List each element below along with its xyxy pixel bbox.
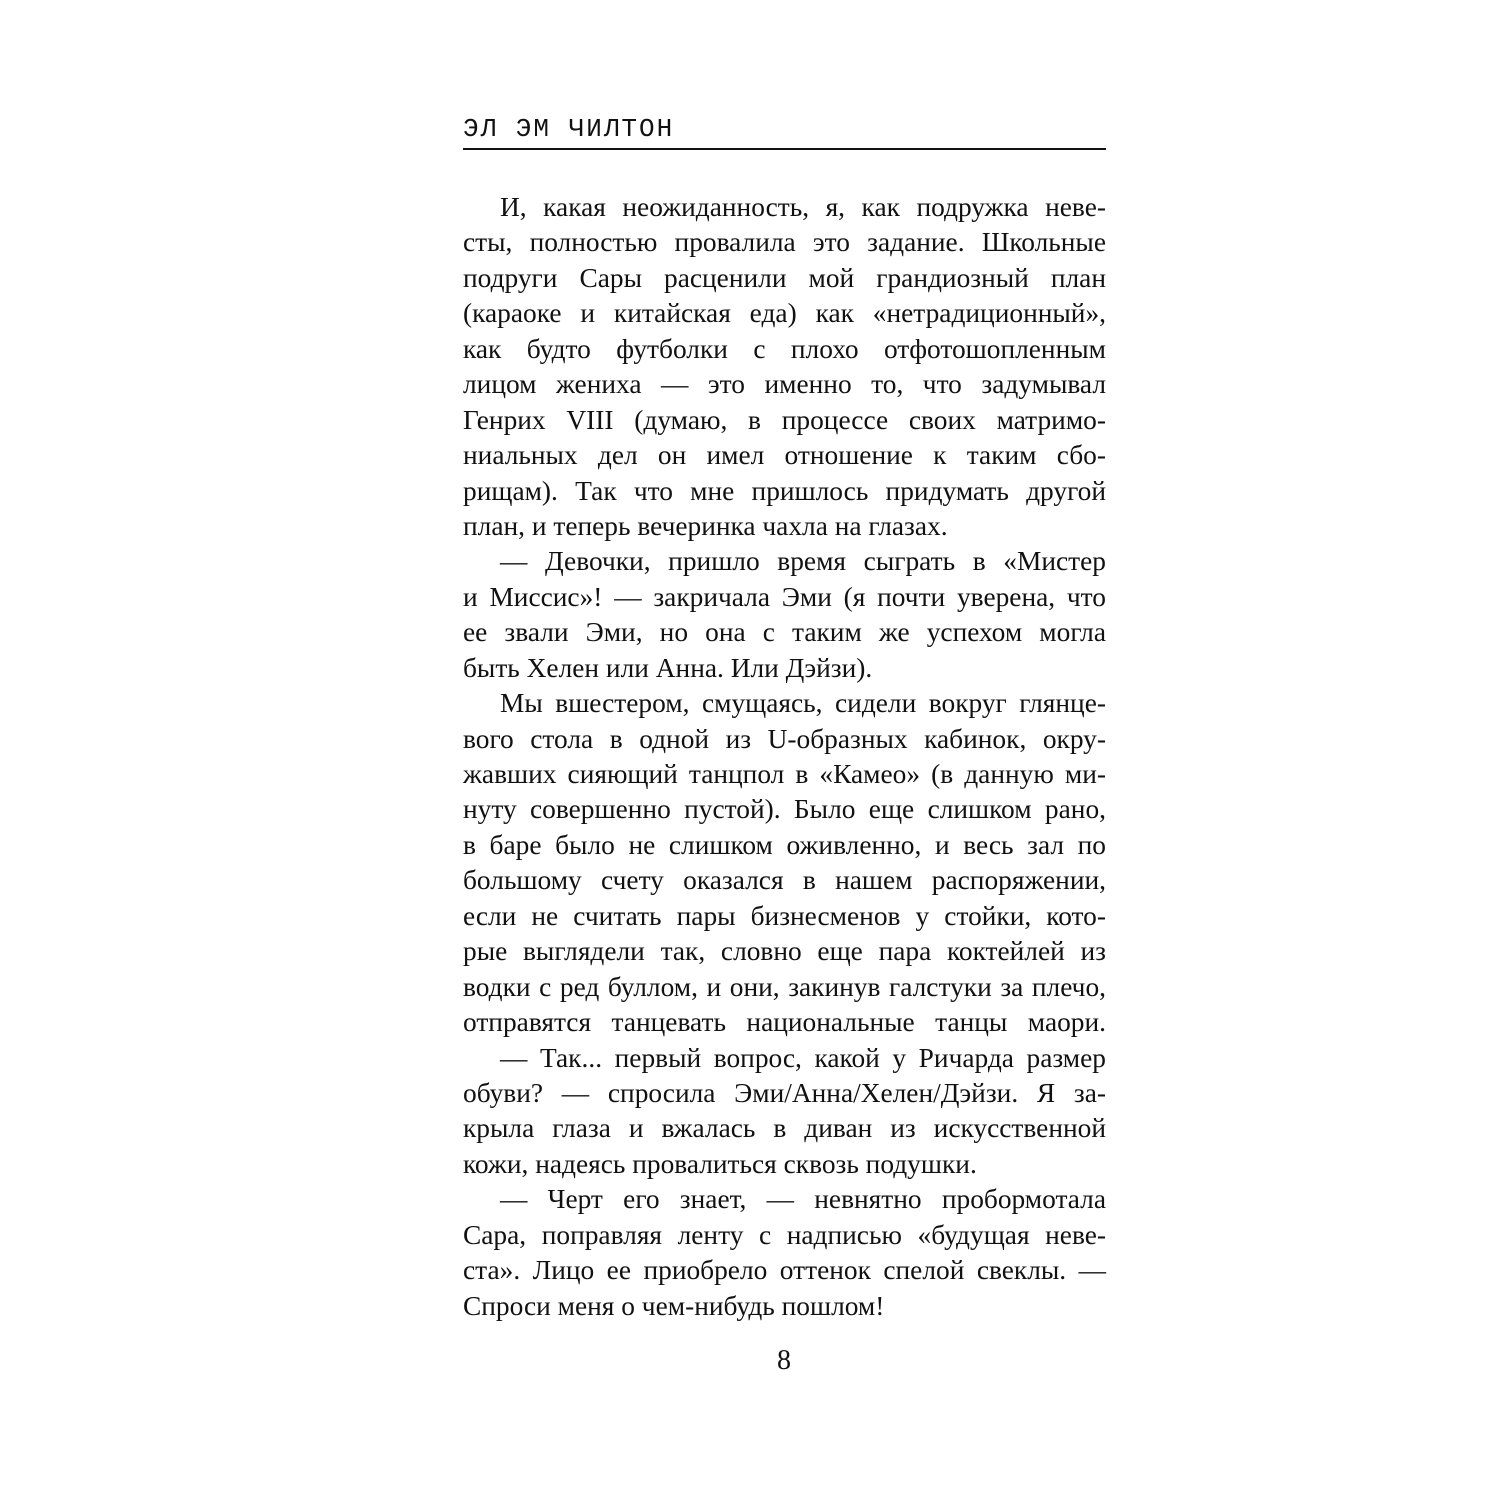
text-line: рые выглядели так, словно еще пара коктейлей из	[463, 936, 1106, 967]
text-line: ее звали Эми, но она с таким же успехом могла	[463, 617, 1106, 648]
text-line: крыла глаза и вжалась в диван из искусственной	[463, 1113, 1106, 1144]
text-line: сты, полностью провалила это задание. Школьные	[463, 227, 1106, 258]
text-line: ста». Лицо ее приобрело оттенок спелой свеклы. —	[463, 1255, 1106, 1286]
text-line: если не считать пары бизнесменов у стойки, кото-	[463, 900, 1106, 931]
text-line: Мы вшестером, смущаясь, сидели вокруг глянце-	[500, 688, 1106, 719]
text-line: и Миссис»! — закричала Эми (я почти уверена, что	[463, 581, 1106, 612]
text-line: — Девочки, пришло время сыграть в «Мистер	[500, 546, 1106, 577]
page-number: 8	[777, 1345, 791, 1376]
text-line: отправятся танцевать национальные танцы маори.	[463, 1007, 1106, 1038]
text-line: план, и теперь вечеринка чахла на глазах.	[463, 510, 948, 541]
text-line: Сара, поправляя ленту с надписью «будущая неве-	[463, 1219, 1106, 1250]
running-head	[463, 112, 1106, 150]
text-line: Спроси меня о чем-нибудь пошлом!	[463, 1290, 885, 1321]
text-line: вого стола в одной из U-образных кабинок, окру-	[463, 723, 1106, 754]
text-line: Генрих VIII (думаю, в процессе своих матримо-	[463, 404, 1106, 435]
text-line: жавших сияющий танцпол в «Камео» (в данную ми-	[463, 759, 1106, 789]
text-line: кожи, надеясь провалиться сквозь подушки.	[463, 1148, 977, 1179]
text-line: быть Хелен или Анна. Или Дэйзи).	[463, 652, 873, 683]
text-line: (караоке и китайская еда) как «нетрадиционный»,	[463, 298, 1106, 329]
text-line: И, какая неожиданность, я, как подружка неве-	[500, 192, 1106, 222]
text-line: — Так... первый вопрос, какой у Ричарда размер	[500, 1042, 1106, 1073]
text-line: лицом жениха — это именно то, что задумывал	[463, 369, 1106, 400]
text-line: водки с ред буллом, и они, закинув галстуки за плечо,	[463, 971, 1106, 1002]
text-line: большому счету оказался в нашем распоряжении,	[463, 865, 1106, 896]
text-line: обуви? — спросила Эми/Анна/Хелен/Дэйзи. Я за-	[463, 1077, 1106, 1108]
running-head-author: ЭЛ ЭМ ЧИЛТОН	[463, 114, 675, 144]
text-line: — Черт его знает, — невнятно пробормотала	[500, 1184, 1106, 1215]
text-line: ниальных дел он имел отношение к таким сбо-	[463, 440, 1106, 471]
body-text	[463, 190, 1106, 1324]
text-line: как будто футболки с плохо отфотошопленным	[463, 333, 1106, 364]
text-line: нуту совершенно пустой). Было еще слишком рано,	[463, 794, 1106, 825]
text-line: в баре было не слишком оживленно, и весь зал по	[463, 829, 1106, 860]
text-line: подруги Сары расценили мой грандиозный план	[463, 262, 1106, 293]
text-line: рищам). Так что мне пришлось придумать другой	[463, 475, 1106, 506]
